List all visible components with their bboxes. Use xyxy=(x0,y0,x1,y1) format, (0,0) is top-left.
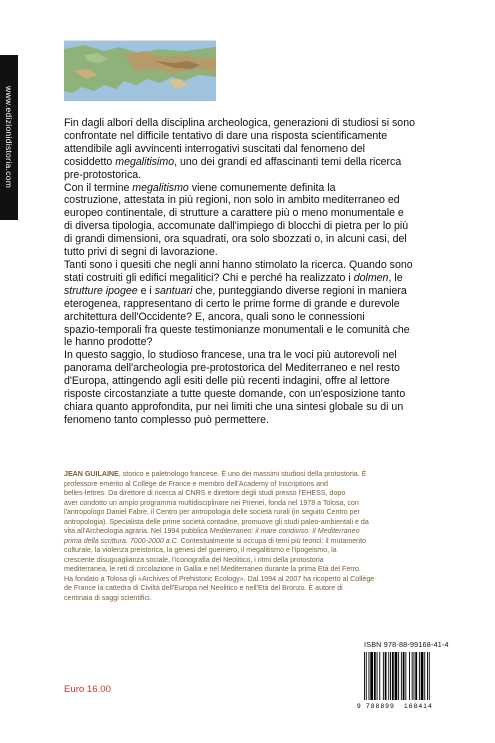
paragraph-4: In questo saggio, lo studioso francese, una tra le voci più autorevoli nel panorama dell'archeologia pre-protostorica del Mediterraneo e nel resto d'Europa, attingendo agli esiti delle più recenti indagini, offre al lettore risposte circostanziate a tutte queste domande, con un'esposizione tanto chiara quanto approfondita, pur nei limiti che una sintesi globale su di un fenomeno tanto complesso può permettere. xyxy=(64,349,406,426)
barcode-bar xyxy=(412,652,413,700)
barcode-bar xyxy=(392,652,394,700)
barcode-bar xyxy=(374,652,376,700)
barcode-bar xyxy=(364,652,365,700)
barcode-bar xyxy=(366,652,367,700)
paragraph-3: Tanti sono i quesiti che negli anni hanno stimolato la ricerca. Quando sono stati costruiti gli edifici megalitici? Chi e perché ha realizzato i dolmen, le strutture ipogee e i santuari che, punteggiando diverse regioni in maniera eterogenea, rappresentano di certo le prime forme di grande e durevole architettura dell'Occidente? E, ancora, quali sono le connessioni spazio-temporali fra queste testimonianze monumentali e le comunità che le hanno prodotte? xyxy=(64,258,413,349)
barcode-bar xyxy=(390,652,391,700)
paragraph-2: Con il termine megalitismo viene comunemente definita la costruzione, attestata in più regioni, non solo in ambito mediterraneo ed europeo continentale, di strutture a carattere più o meno monumentale e di diversa tipologia, accomunate dall'impiego di blocchi di pietra per lo più di grandi dimensioni, ora squadrati, ora solo sbozzati o, in alcuni casi, del tutto privi di segni di lavorazione. xyxy=(64,181,409,259)
europe-map-image xyxy=(64,40,216,101)
barcode-icon xyxy=(356,650,446,710)
barcode-bar xyxy=(383,652,384,700)
barcode-group1: 788899 xyxy=(366,703,395,710)
barcode-bar xyxy=(401,652,402,700)
barcode-bar xyxy=(429,652,430,700)
barcode-lead-digit: 9 xyxy=(357,703,361,710)
barcode-bar xyxy=(414,652,415,700)
barcode-bar xyxy=(419,652,420,700)
isbn-text: ISBN 978-88-99168-41-4 xyxy=(364,640,449,649)
barcode-bar xyxy=(395,652,398,700)
barcode-bar xyxy=(409,652,410,700)
map-icon xyxy=(64,41,216,101)
back-cover-text xyxy=(64,117,445,427)
spine xyxy=(0,0,18,743)
paragraph-1: Fin dagli albori della disciplina archeologica, generazioni di studiosi si sono confrontate nel difficile tentativo di dare una risposta scientificamente attendibile agli avvincenti interrogativi suscitati dal fenomeno del cosiddetto megalitisimo, uno dei grandi ed affascinanti temi della ricerca pre-protostorica. xyxy=(64,117,415,181)
barcode-bar xyxy=(377,652,378,700)
barcode-bar xyxy=(385,652,387,700)
price: Euro 16.00 xyxy=(64,684,111,695)
author-name: JEAN GUILAINE xyxy=(64,470,119,478)
barcode-bar xyxy=(403,652,405,700)
spine-url: www.edizionidistoria.com xyxy=(4,86,14,189)
barcode-bar xyxy=(424,652,425,700)
barcode-group2: 168414 xyxy=(404,703,433,710)
barcode-bar xyxy=(421,652,424,700)
barcode-bar xyxy=(405,652,406,700)
barcode-bar xyxy=(398,652,399,700)
barcode-bar xyxy=(370,652,373,700)
barcode-bar xyxy=(388,652,389,700)
barcode-bar xyxy=(369,652,370,700)
barcode-bar xyxy=(415,652,417,700)
barcode-bar xyxy=(379,652,380,700)
author-bio: JEAN GUILAINE, storico e paletnologo francese. È uno dei massimi studiosi della protostoria. È professore emerito al College de France e membro dell'Academy of Inscriptions and belles-lettres. Da direttore di ricerca al CNRS e direttore degli studi presso l'EHESS, dopo aver condotto un ampio programma multidisciplinare nei Pirenei, fonda nel 1978 a Tolosa, con l'antropologo Daniel Fabre, il Centro per antropologia delle società rurali (in seguito Centro per antropologia). Specialista delle prime società contadine, promuove gli studi paleo-ambientali e da vita all'Archeologia agraria. Nel 1994 pubblica Mediterraneo: il mare condiviso. Il Mediterraneo prima della scrittura. 7000-2000 a.C. Contestualmente si occupa di temi più teorici: il mutamento culturale, la violenza preistorica, la genesi del guerriero, il megalitismo e l'ipogeismo, la crescente disuguaglianza sociale, l'iconografia del Neolitico, i ritmi della protostoria mediterranea, le reti di circolazione in Gallia e nel Mediterraneo durante la prima Età del Ferro. Ha fondato a Tolosa gli «Archives of Prehistoric Ecology». Dal 1994 al 2007 ha ricoperto al Collège de France la cattedra di Civiltà dell'Europa nel Neolitico e nell'Età del Bronzo. È autore di centinaia di saggi scientifici. xyxy=(64,470,375,602)
barcode-bar xyxy=(427,652,428,700)
